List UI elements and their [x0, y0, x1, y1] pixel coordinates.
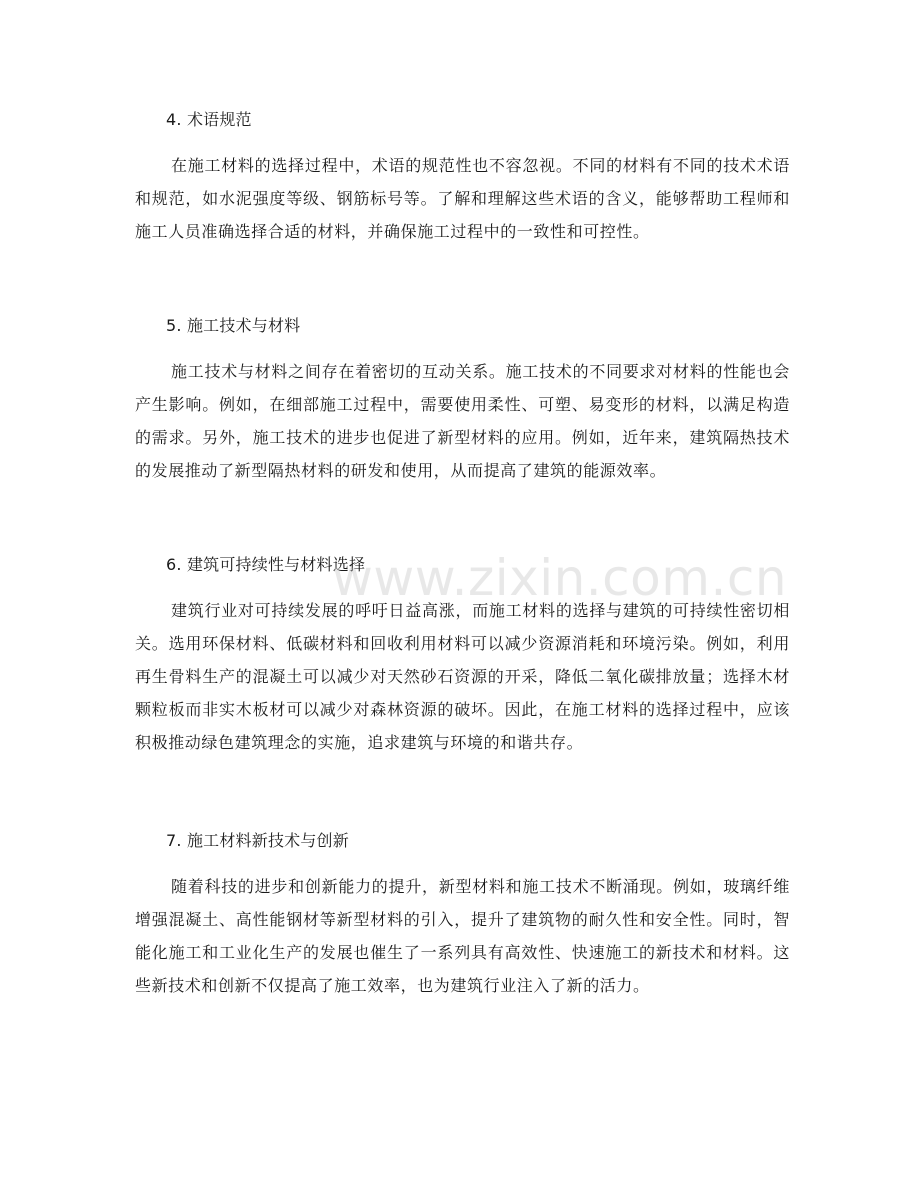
section-heading: 4. 术语规范 — [166, 110, 252, 129]
section-paragraph: 施工技术与材料之间存在着密切的互动关系。施工技术的不同要求对材料的性能也会产生影响。例如，在细部施工过程中，需要使用柔性、可塑、易变形的材料，以满足构造的需求。另外，施工技术的进步也促进了新型材料的应用。例如，近年来，建筑隔热技术的发展推动了新型隔热材料的研发和使用，从而提高了建筑的能源效率。 — [135, 362, 790, 480]
section-new-technology — [135, 831, 790, 1002]
section-construction-technology — [135, 316, 790, 487]
section-paragraph: 建筑行业对可持续发展的呼吁日益高涨，而施工材料的选择与建筑的可持续性密切相关。选用环保材料、低碳材料和回收利用材料可以减少资源消耗和环境污染。例如，利用再生骨料生产的混凝土可以减少对天然砂石资源的开采，降低二氧化碳排放量；选择木材颗粒板而非实木板材可以减少对森林资源的破坏。因此，在施工材料的选择过程中，应该积极推动绿色建筑理念的实施，追求建筑与环境的和谐共存。 — [135, 601, 790, 752]
section-paragraph: 随着科技的进步和创新能力的提升，新型材料和施工技术不断涌现。例如，玻璃纤维增强混凝土、高性能钢材等新型材料的引入，提升了建筑物的耐久性和安全性。同时，智能化施工和工业化生产的发展也催生了一系列具有高效性、快速施工的新技术和材料。这些新技术和创新不仅提高了施工效率，也为建筑行业注入了新的活力。 — [135, 877, 790, 995]
section-terminology — [135, 110, 790, 248]
section-heading: 6. 建筑可持续性与材料选择 — [166, 555, 366, 574]
section-heading: 7. 施工材料新技术与创新 — [166, 831, 349, 850]
section-heading: 5. 施工技术与材料 — [166, 316, 301, 335]
section-paragraph: 在施工材料的选择过程中，术语的规范性也不容忽视。不同的材料有不同的技术术语和规范，如水泥强度等级、钢筋标号等。了解和理解这些术语的含义，能够帮助工程师和施工人员准确选择合适的材料，并确保施工过程中的一致性和可控性。 — [135, 156, 790, 241]
watermark: www.zixin.com.cn — [332, 549, 788, 607]
